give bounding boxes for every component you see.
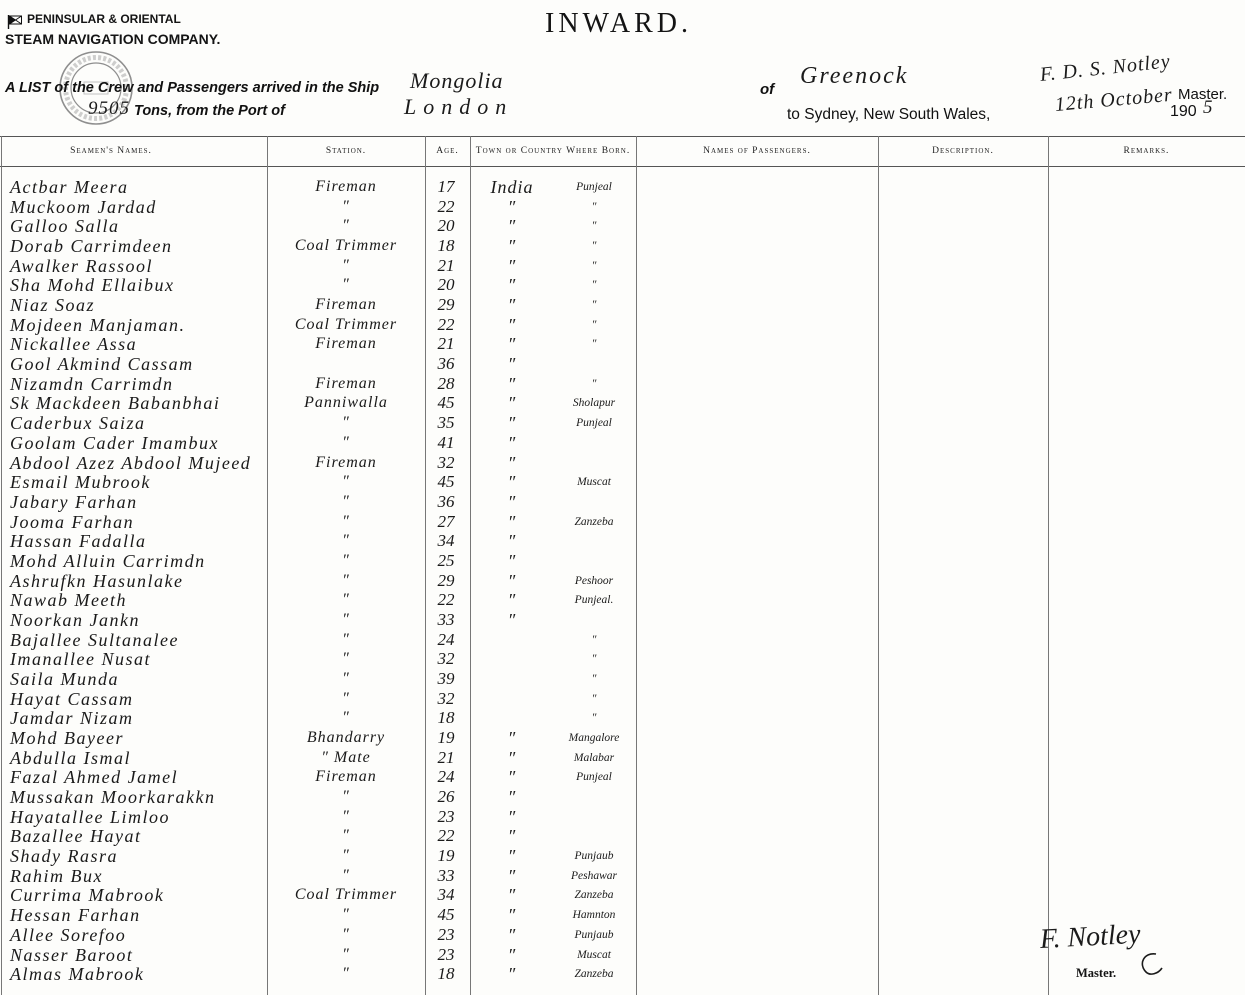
seaman-birth-country: ″ xyxy=(507,334,517,355)
seaman-station: ″ xyxy=(342,197,350,215)
seaman-birth-country: ″ xyxy=(507,747,517,768)
seaman-birth-place xyxy=(552,492,636,512)
seaman-age: 23 xyxy=(437,806,455,826)
crew-row xyxy=(0,787,640,807)
seaman-name: Jabary Farhan xyxy=(10,491,138,512)
crew-row xyxy=(0,571,640,591)
seaman-age: 21 xyxy=(437,747,455,767)
seaman-birth-place: ″ xyxy=(591,653,597,666)
seaman-birth-country: ″ xyxy=(507,826,517,847)
seaman-birth-place: ″ xyxy=(591,259,597,272)
seaman-station: ″ xyxy=(342,945,350,963)
seaman-birth-country: ″ xyxy=(507,806,517,827)
crew-row xyxy=(0,315,640,335)
seaman-age: 19 xyxy=(437,846,455,866)
seaman-age: 32 xyxy=(437,688,455,708)
seaman-station: ″ xyxy=(342,532,350,550)
seaman-birth-place: ″ xyxy=(591,673,597,685)
column-rule xyxy=(1048,136,1049,995)
seaman-birth-place: ″ xyxy=(591,200,597,213)
seaman-name: Hayat Cassam xyxy=(10,688,134,709)
seaman-name: Esmail Mubrook xyxy=(10,472,151,493)
seaman-name: Allee Sorefoo xyxy=(10,924,127,945)
seaman-birth-country xyxy=(472,669,552,689)
of-label: of xyxy=(760,81,775,98)
seaman-age: 22 xyxy=(437,826,455,846)
seaman-station: ″ xyxy=(342,551,350,569)
seaman-birth-place: ″ xyxy=(591,299,597,312)
crew-row xyxy=(0,590,640,610)
seaman-birth-place: Malabar xyxy=(573,751,615,764)
seaman-age: 33 xyxy=(437,609,455,629)
seaman-age: 27 xyxy=(437,511,455,531)
seaman-birth-place: Mangalore xyxy=(568,732,620,745)
seaman-station: Fireman xyxy=(315,335,377,353)
seaman-name: Hayatallee Limloo xyxy=(10,806,170,827)
seaman-birth-place xyxy=(552,610,636,630)
seaman-birth-place: Zanzeba xyxy=(574,515,614,528)
seaman-birth-place: Punjaub xyxy=(574,928,614,941)
company-name-line2: STEAM NAVIGATION COMPANY. xyxy=(5,31,221,47)
seaman-name: Jooma Farhan xyxy=(10,511,135,532)
seaman-age: 24 xyxy=(437,767,455,787)
seaman-birth-country: ″ xyxy=(507,432,517,453)
seaman-name: Saila Munda xyxy=(10,669,119,689)
seaman-name: Muckoom Jardad xyxy=(10,196,157,217)
seaman-name: Caderbux Saiza xyxy=(10,413,146,434)
seaman-birth-place xyxy=(552,551,636,571)
crew-row xyxy=(0,630,640,650)
seaman-name: Hessan Farhan xyxy=(10,905,141,926)
departure-port-field: London xyxy=(404,94,514,119)
signature-master-label: Master. xyxy=(1076,966,1117,980)
seaman-birth-country: ″ xyxy=(507,236,517,257)
crew-row xyxy=(0,472,640,492)
seaman-birth-place xyxy=(552,807,636,827)
seaman-station: Panniwalla xyxy=(304,394,388,412)
seaman-age: 18 xyxy=(437,964,455,984)
seaman-name: Mojdeen Manjaman. xyxy=(10,314,186,335)
seaman-birth-country: ″ xyxy=(507,865,517,886)
seaman-birth-country: ″ xyxy=(507,373,517,394)
crew-row xyxy=(0,885,640,905)
crew-row xyxy=(0,236,640,256)
seaman-birth-country: ″ xyxy=(507,531,517,552)
list-heading-prefix: A LIST of the Crew and Passengers arrived in the Ship xyxy=(5,80,380,96)
seaman-station: Fireman xyxy=(315,178,377,195)
seaman-birth-country: ″ xyxy=(507,196,517,217)
seaman-station: ″ xyxy=(342,433,350,451)
seaman-age: 36 xyxy=(437,491,455,511)
seaman-station: Fireman xyxy=(315,296,377,314)
seaman-birth-place xyxy=(552,826,636,846)
seaman-birth-place: Sholapur xyxy=(572,397,616,410)
seaman-station: ″ xyxy=(342,847,350,865)
seaman-birth-country: ″ xyxy=(507,905,517,926)
seaman-birth-country: ″ xyxy=(507,846,517,867)
seaman-name: Awalker Rassool xyxy=(10,255,153,276)
seaman-birth-country: ″ xyxy=(507,452,517,473)
crew-row xyxy=(0,669,640,689)
seaman-age: 17 xyxy=(437,177,455,196)
seaman-age: 22 xyxy=(437,196,455,216)
seaman-age: 18 xyxy=(437,708,455,728)
seaman-station: ″ xyxy=(342,276,350,294)
ship-name-field: Mongolia xyxy=(410,68,504,93)
seaman-birth-country: ″ xyxy=(507,964,517,985)
document-title: INWARD. xyxy=(545,8,692,39)
seaman-name: Ashrufkn Hasunlake xyxy=(10,570,184,591)
seaman-birth-place: Muscat xyxy=(577,948,611,961)
seaman-birth-place: ″ xyxy=(591,338,597,351)
column-header-age: Age. xyxy=(436,146,459,156)
seaman-birth-country xyxy=(472,649,552,669)
seaman-birth-country: ″ xyxy=(507,511,517,532)
seaman-birth-place: ″ xyxy=(591,633,597,646)
column-header-birthplace: Town or Country Where Born. xyxy=(475,146,631,156)
seaman-birth-country: ″ xyxy=(507,787,517,808)
seaman-birth-country: ″ xyxy=(507,472,517,493)
company-name-line1: PENINSULAR & ORIENTAL xyxy=(27,12,181,26)
crew-row xyxy=(0,925,640,945)
seaman-station: ″ xyxy=(342,414,350,432)
column-header-remarks: Remarks. xyxy=(1123,146,1170,156)
seaman-birth-place: ″ xyxy=(591,692,597,705)
seaman-age: 24 xyxy=(437,629,455,649)
seaman-age: 19 xyxy=(437,728,455,748)
seaman-name: Nizamdn Carrimdn xyxy=(10,373,174,394)
seaman-station: ″ xyxy=(342,965,350,983)
year-written: 5 xyxy=(1203,97,1213,118)
seaman-station: ″ xyxy=(342,512,350,530)
crew-row xyxy=(0,807,640,827)
crew-row xyxy=(0,295,640,315)
seaman-birth-country: ″ xyxy=(507,885,517,906)
crew-row xyxy=(0,826,640,846)
seaman-birth-place xyxy=(552,453,636,473)
crew-row xyxy=(0,748,640,768)
port-of-registry-field: Greenock xyxy=(800,63,909,89)
seaman-birth-place: Zanzeba xyxy=(574,968,614,981)
seaman-age: 25 xyxy=(437,550,455,570)
seaman-name: Bazallee Hayat xyxy=(10,826,142,847)
seaman-station: Coal Trimmer xyxy=(294,237,398,255)
crew-row xyxy=(0,334,640,354)
seaman-name: Sha Mohd Ellaibux xyxy=(10,275,175,296)
crew-row xyxy=(0,649,640,669)
seaman-birth-country: ″ xyxy=(507,728,517,749)
seaman-age: 23 xyxy=(437,944,455,964)
seaman-birth-place: Punjeal xyxy=(576,417,612,430)
seaman-birth-place: Muscat xyxy=(577,476,611,489)
seaman-station: Coal Trimmer xyxy=(294,315,398,333)
seaman-age: 23 xyxy=(437,924,455,944)
seaman-name: Mussakan Moorkarakkn xyxy=(10,787,216,808)
seaman-name: Hassan Fadalla xyxy=(10,531,147,552)
seaman-name: Fazal Ahmed Jamel xyxy=(10,767,179,788)
seaman-name: Shady Rasra xyxy=(10,846,118,867)
seaman-age: 29 xyxy=(437,295,455,315)
seaman-birth-place: Punjeal xyxy=(576,771,612,784)
crew-row xyxy=(0,354,640,374)
seaman-station: ″ xyxy=(342,827,350,845)
master-label: Master. xyxy=(1178,86,1228,103)
tonnage-field: 9505 xyxy=(88,98,130,119)
seaman-station: ″ xyxy=(342,925,350,943)
seaman-name: Nickallee Assa xyxy=(10,334,138,355)
seaman-station: ″ xyxy=(342,571,350,589)
crew-row xyxy=(0,846,640,866)
seaman-age: 33 xyxy=(437,865,455,885)
seaman-age: 34 xyxy=(437,885,455,905)
column-header-passenger-names: Names of Passengers. xyxy=(703,146,811,156)
seaman-birth-place: ″ xyxy=(591,240,597,253)
seaman-age: 32 xyxy=(437,452,455,472)
seaman-birth-country xyxy=(472,689,552,709)
seaman-birth-place: Peshawar xyxy=(571,869,617,882)
seaman-age: 20 xyxy=(437,275,455,295)
seaman-age: 45 xyxy=(437,393,455,413)
seaman-station: ″ xyxy=(342,866,350,884)
crew-row xyxy=(0,197,640,217)
seaman-birth-country: ″ xyxy=(507,609,517,630)
seaman-birth-country: ″ xyxy=(507,255,517,276)
seaman-birth-place: ″ xyxy=(591,279,597,292)
seaman-station: Coal Trimmer xyxy=(294,886,398,904)
seaman-age: 18 xyxy=(437,236,455,256)
seaman-birth-country: ″ xyxy=(507,550,517,571)
crew-row xyxy=(0,256,640,276)
seaman-station: ″ xyxy=(342,709,350,727)
crew-row xyxy=(0,905,640,925)
seaman-station: ″ xyxy=(342,807,350,825)
seaman-birth-country: ″ xyxy=(507,413,517,434)
table-top-rule xyxy=(0,136,1245,137)
crew-row xyxy=(0,728,640,748)
crew-row xyxy=(0,374,640,394)
seaman-name: Nawab Meeth xyxy=(10,590,127,611)
seaman-station: ″ xyxy=(342,610,350,628)
seaman-name: Nasser Baroot xyxy=(10,944,134,965)
seaman-birth-country xyxy=(472,630,552,650)
seaman-station: ″ xyxy=(342,473,350,491)
seaman-age: 22 xyxy=(437,314,455,334)
seaman-birth-country: ″ xyxy=(507,354,517,375)
seaman-birth-country: ″ xyxy=(507,314,517,335)
seaman-name: Sk Mackdeen Babanbhai xyxy=(10,393,221,414)
seaman-name: Noorkan Jankn xyxy=(10,609,140,630)
seaman-station xyxy=(268,354,424,374)
seaman-age: 22 xyxy=(437,590,455,610)
seaman-name: Imanallee Nusat xyxy=(10,649,151,670)
seaman-name: Niaz Soaz xyxy=(10,295,96,316)
crew-list xyxy=(0,177,640,987)
seaman-birth-place: ″ xyxy=(591,220,597,233)
crew-row xyxy=(0,275,640,295)
seaman-name: Dorab Carrimdeen xyxy=(10,236,173,257)
seaman-station: ″ Mate xyxy=(321,748,371,766)
seaman-birth-place xyxy=(552,354,636,374)
crew-row xyxy=(0,177,640,197)
seaman-birth-country xyxy=(472,708,552,728)
seaman-age: 21 xyxy=(437,334,455,354)
seaman-birth-country: ″ xyxy=(507,295,517,316)
seaman-station: ″ xyxy=(342,256,350,274)
seaman-birth-country: ″ xyxy=(507,767,517,788)
seaman-birth-place: Zanzeba xyxy=(574,889,614,902)
crew-row xyxy=(0,413,640,433)
seaman-birth-place: Punjeal. xyxy=(574,594,614,607)
seaman-station: ″ xyxy=(342,591,350,609)
seaman-station: Fireman xyxy=(315,453,377,471)
seaman-name: Abdool Azez Abdool Mujeed xyxy=(10,452,252,473)
column-rule xyxy=(878,136,879,995)
seaman-birth-place: ″ xyxy=(591,712,597,725)
crew-row xyxy=(0,708,640,728)
seaman-birth-country: ″ xyxy=(507,570,517,591)
seaman-age: 39 xyxy=(437,669,455,688)
seaman-age: 34 xyxy=(437,531,455,551)
seaman-birth-place xyxy=(552,531,636,551)
seaman-name: Almas Mabrook xyxy=(10,964,145,985)
seaman-birth-country: ″ xyxy=(507,491,517,512)
seaman-age: 29 xyxy=(437,570,455,590)
seaman-birth-place: ″ xyxy=(591,318,597,331)
crew-row xyxy=(0,492,640,512)
master-name-field: F. D. S. Notley xyxy=(1038,50,1172,86)
column-header-station: Station. xyxy=(325,146,367,156)
seaman-station: Fireman xyxy=(315,374,377,392)
seaman-station: ″ xyxy=(342,492,350,510)
crew-row xyxy=(0,610,640,630)
seaman-birth-country: ″ xyxy=(507,275,517,296)
seaman-birth-place: Punjaub xyxy=(574,850,614,863)
year-printed: 190 xyxy=(1170,103,1197,120)
crew-row xyxy=(0,945,640,965)
seaman-station: ″ xyxy=(342,670,350,687)
seaman-birth-country: ″ xyxy=(507,944,517,965)
seaman-birth-place: ″ xyxy=(591,377,597,390)
seaman-name: Gool Akmind Cassam xyxy=(10,354,194,375)
seaman-birth-country: ″ xyxy=(507,216,517,237)
destination-label: to Sydney, New South Wales, xyxy=(787,106,991,123)
crew-row xyxy=(0,216,640,236)
seaman-age: 21 xyxy=(437,255,455,275)
crew-row xyxy=(0,512,640,532)
seaman-name: Jamdar Nizam xyxy=(10,708,134,729)
seaman-birth-place: Peshoor xyxy=(574,574,614,587)
seaman-station: ″ xyxy=(342,217,350,235)
seaman-station: Bhandarry xyxy=(306,729,386,747)
seaman-name: Mohd Bayeer xyxy=(10,728,124,749)
seaman-birth-country: ″ xyxy=(507,924,517,945)
company-flag-icon xyxy=(7,15,25,29)
column-header-description: Description. xyxy=(932,146,994,156)
seaman-birth-country: ″ xyxy=(507,590,517,611)
seaman-station: Fireman xyxy=(315,768,377,786)
tons-from-label: Tons, from the Port of xyxy=(134,103,285,119)
seaman-birth-place xyxy=(552,433,636,453)
seaman-name: Currima Mabrook xyxy=(10,885,165,906)
seaman-age: 28 xyxy=(437,373,455,393)
seaman-name: Mohd Alluin Carrimdn xyxy=(10,550,206,571)
seaman-age: 35 xyxy=(437,413,455,433)
seaman-station: ″ xyxy=(342,630,350,648)
seaman-age: 45 xyxy=(437,472,455,492)
seaman-age: 26 xyxy=(437,787,455,807)
seaman-station: ″ xyxy=(342,788,350,806)
seaman-birth-place: Punjeal xyxy=(576,181,612,193)
seaman-name: Actbar Meera xyxy=(10,177,129,197)
crew-row xyxy=(0,393,640,413)
signature-flourish xyxy=(1134,948,1166,980)
crew-row xyxy=(0,551,640,571)
seaman-birth-place: Hamnton xyxy=(572,909,616,922)
crew-row xyxy=(0,964,640,984)
seaman-birth-place xyxy=(552,787,636,807)
seaman-age: 32 xyxy=(437,649,455,669)
seaman-name: Abdulla Ismal xyxy=(10,747,131,768)
seaman-station: ″ xyxy=(342,906,350,924)
seaman-name: Galloo Salla xyxy=(10,216,120,237)
crew-row xyxy=(0,433,640,453)
header-bottom-rule xyxy=(0,166,1245,167)
seaman-age: 20 xyxy=(437,216,455,236)
master-signature: F. Notley xyxy=(1039,918,1142,955)
arrival-date-field: 12th October xyxy=(1053,83,1174,116)
crew-row xyxy=(0,689,640,709)
seaman-age: 36 xyxy=(437,354,455,374)
seaman-name: Rahim Bux xyxy=(10,865,103,886)
seaman-name: Goolam Cader Imambux xyxy=(10,432,219,453)
seaman-age: 41 xyxy=(437,432,455,452)
seaman-name: Bajallee Sultanalee xyxy=(10,629,179,650)
crew-row xyxy=(0,866,640,886)
seaman-station: ″ xyxy=(342,689,350,707)
crew-row xyxy=(0,453,640,473)
crew-row xyxy=(0,767,640,787)
seaman-birth-country: India xyxy=(490,177,534,197)
column-header-seamen-names: Seamen's Names. xyxy=(70,146,152,156)
seaman-birth-country: ″ xyxy=(507,393,517,414)
crew-row xyxy=(0,531,640,551)
seaman-station: ″ xyxy=(342,650,350,668)
seaman-age: 45 xyxy=(437,905,455,925)
